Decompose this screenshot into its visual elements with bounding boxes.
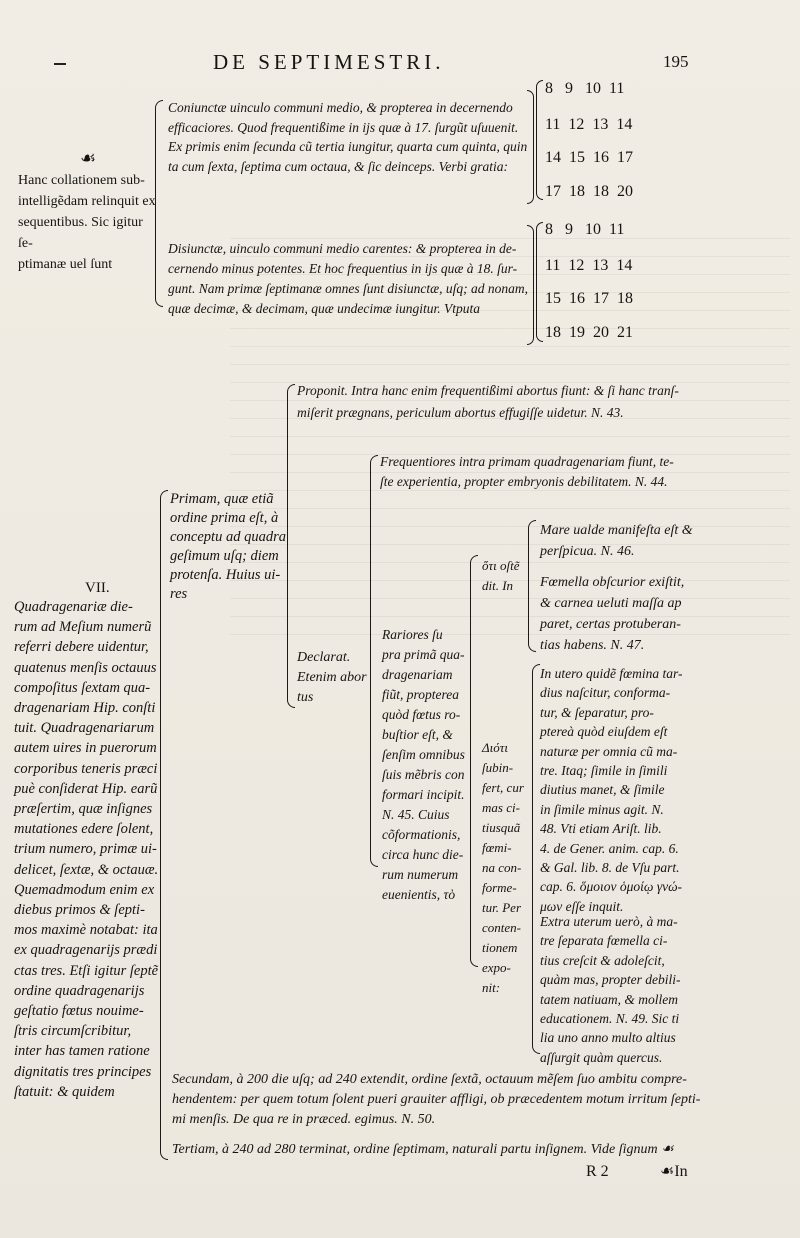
left-note-top: Hanc collationem sub- intelligẽdam relinquit ex sequentibus. Sic igitur ſe- ptimanæ uel ſunt — [18, 173, 156, 272]
brace-coniunctae-right — [527, 90, 534, 204]
primam-text: Primam, quæ etiã ordine prima eſt, à conceptu ad quadra geſimum uſq; diem protenſa. Huius ui- res — [170, 491, 286, 602]
brace-declarat — [370, 455, 378, 867]
coniunctae-text: Coniunctæ uinculo communi medio, & propterea in decernendo efficaciores. Quod frequentißime in ijs quæ à 17. ſurgũt uſuuenit. Ex primis enim ſecunda cũ tertia iungitur, quarta cum quinta, quin ta cum ſexta, ſeptima cum octaua, & ſic deinceps. Verbi gratia: — [168, 100, 528, 174]
section-vii-number: VII. — [85, 580, 110, 596]
brace-dioti — [532, 664, 540, 1054]
coniunctae-row-4: 17 18 18 20 — [545, 183, 633, 200]
brace-septimanae — [155, 100, 163, 307]
header-dash — [54, 63, 66, 65]
coniunctae-row-1: 8 9 10 11 — [545, 80, 625, 97]
disiunctae-row-1: 8 9 10 11 — [545, 221, 625, 238]
disiunctae-text: Disiunctæ, uinculo communi medio carentes: & propterea in de- cernendo minus potentes. Et hoc frequentius in ijs quæ à 18. ſur- gunt. Nam primæ ſeptimanæ omnes ſunt disiunctæ, uſq; ad nonam, quæ decimæ, & decimam, quæ undecimæ iungitur. Vtputa — [168, 241, 529, 316]
page-number: 195 — [663, 52, 689, 71]
mare-text: Mare ualde manifeſta eſt & perſpicua. N. 46. — [540, 523, 693, 559]
secundam-text: Secundam, à 200 die uſq; ad 240 extendit, ordine ſextã, octauum mẽſem ſuo ambitu compre- hendentem: per quem totum ſolent pueri grauiter affligi, ob præcedentem motum irritum ſepti- mi menſis. De qua re in præced. egimus. N. 50. — [172, 1072, 701, 1127]
catchword — [660, 1162, 688, 1182]
brace-coniunctae-numbers — [536, 80, 543, 200]
section-vii-text: Quadragenariæ die- rum ad Meſium numerũ referri debere uidentur, quatenus menſis octauus compoſitus ſextam qua- dragenariam Hip. conſti tuit. Quadragenariarum autem uires in puerorum corporibus teneris præci puè conſiderat Hip. earũ præſertim, quæ inſignes mutationes edere ſolent, trium numero, primæ ui- delicet, ſextæ, & octauæ. Quemadmodum enim ex diebus primos & ſepti- mos maximè notabat: ita ex quadragenarijs prædi ctas tres. Etſi igitur ſeptẽ ordine quadragenarijs geſtatio fœtus nouime- ſtris circumſcribitur, inter has tamen ratione dignitatis tres principes ſtatuit: & quidem — [14, 599, 159, 1100]
catchword-fleuron-icon: ☙ — [660, 1163, 675, 1180]
disiunctae-row-2: 11 12 13 14 — [545, 257, 633, 274]
dioti-text: Διότι ſubin- fert, cur mas ci- tiusquã fœmi- na con- forme- tur. Per conten- tionem expo- nit: — [482, 740, 524, 995]
frequentiores-text: Frequentiores intra primam quadragenariam fiunt, te- ſte experientia, propter embryonis debilitatem. N. 44. — [380, 454, 674, 489]
in-utero-text: In utero quidẽ fœmina tar- dius naſcitur, conforma- tur, & ſeparatur, pro- ptereà quòd eiuſdem eſt naturæ per omnia cũ ma- tre. Itaq; ſimile in ſimili diutius manet, & ſimile in ſimile minus agit. N. 48. Vti etiam Ariſt. lib. 4. de Gener. anim. cap. 6. & Gal. lib. 8. de Vſu part. cap. 6. ὅμοιον ὁμοίῳ γνώ- μων eſſe inquit. — [540, 666, 683, 914]
running-title: DE SEPTIMESTRI. — [213, 50, 445, 74]
extra-uterum-text: Extra uterum uerò, à ma- tre ſeparata fœmella ci- tius creſcit & adoleſcit, quàm mas, propter debili- tatem natiuam, & mollem educationem. N. 49. Sic ti lia uno anno multo altius aſſurgit quàm quercus. — [540, 914, 681, 1065]
proponit-text: Proponit. Intra hanc enim frequentißimi abortus fiunt: & ſi hanc tranſ- miſerit prægnans, periculum abortus effugiſſe uidetur. N. 43. — [297, 383, 679, 420]
brace-rariores — [470, 555, 478, 967]
brace-primam — [287, 384, 295, 708]
tertiam-text: Tertiam, à 240 ad 280 terminat, ordine ſeptimam, naturali partu inſignem. Vide ſignum ☙ — [172, 1142, 674, 1157]
coniunctae-row-2: 11 12 13 14 — [545, 116, 633, 133]
disiunctae-row-3: 15 16 17 18 — [545, 290, 633, 307]
hoti-text: ὅτι oſtẽ dit. In — [482, 558, 520, 593]
brace-quadragenariae — [160, 490, 168, 1160]
rariores-text: Rariores ſu pra primã qua- dragenariam fiũt, propterea quòd fœtus ro- buſtior eſt, & ſenſim omnibus ſuis mẽbris con formari incipit. N. 45. Cuius cõformationis, circa hunc die- rum numerum euenientis, τὸ — [382, 627, 465, 902]
brace-hoti — [528, 520, 536, 652]
brace-disiunctae-numbers — [536, 222, 543, 342]
fleuron-icon: ☙ — [80, 148, 97, 169]
brace-disiunctae-right — [527, 225, 534, 345]
catchword-text: In — [674, 1163, 688, 1180]
foemella-text: Fœmella obſcurior exiſtit, & carnea ueluti maſſa ap paret, certas protuberan- tias habens. N. 47. — [540, 575, 685, 653]
disiunctae-row-4: 18 19 20 21 — [545, 324, 633, 341]
signature-mark: R 2 — [586, 1163, 609, 1180]
declarat-text: Declarat. Etenim abor tus — [297, 650, 367, 705]
coniunctae-row-3: 14 15 16 17 — [545, 149, 633, 166]
